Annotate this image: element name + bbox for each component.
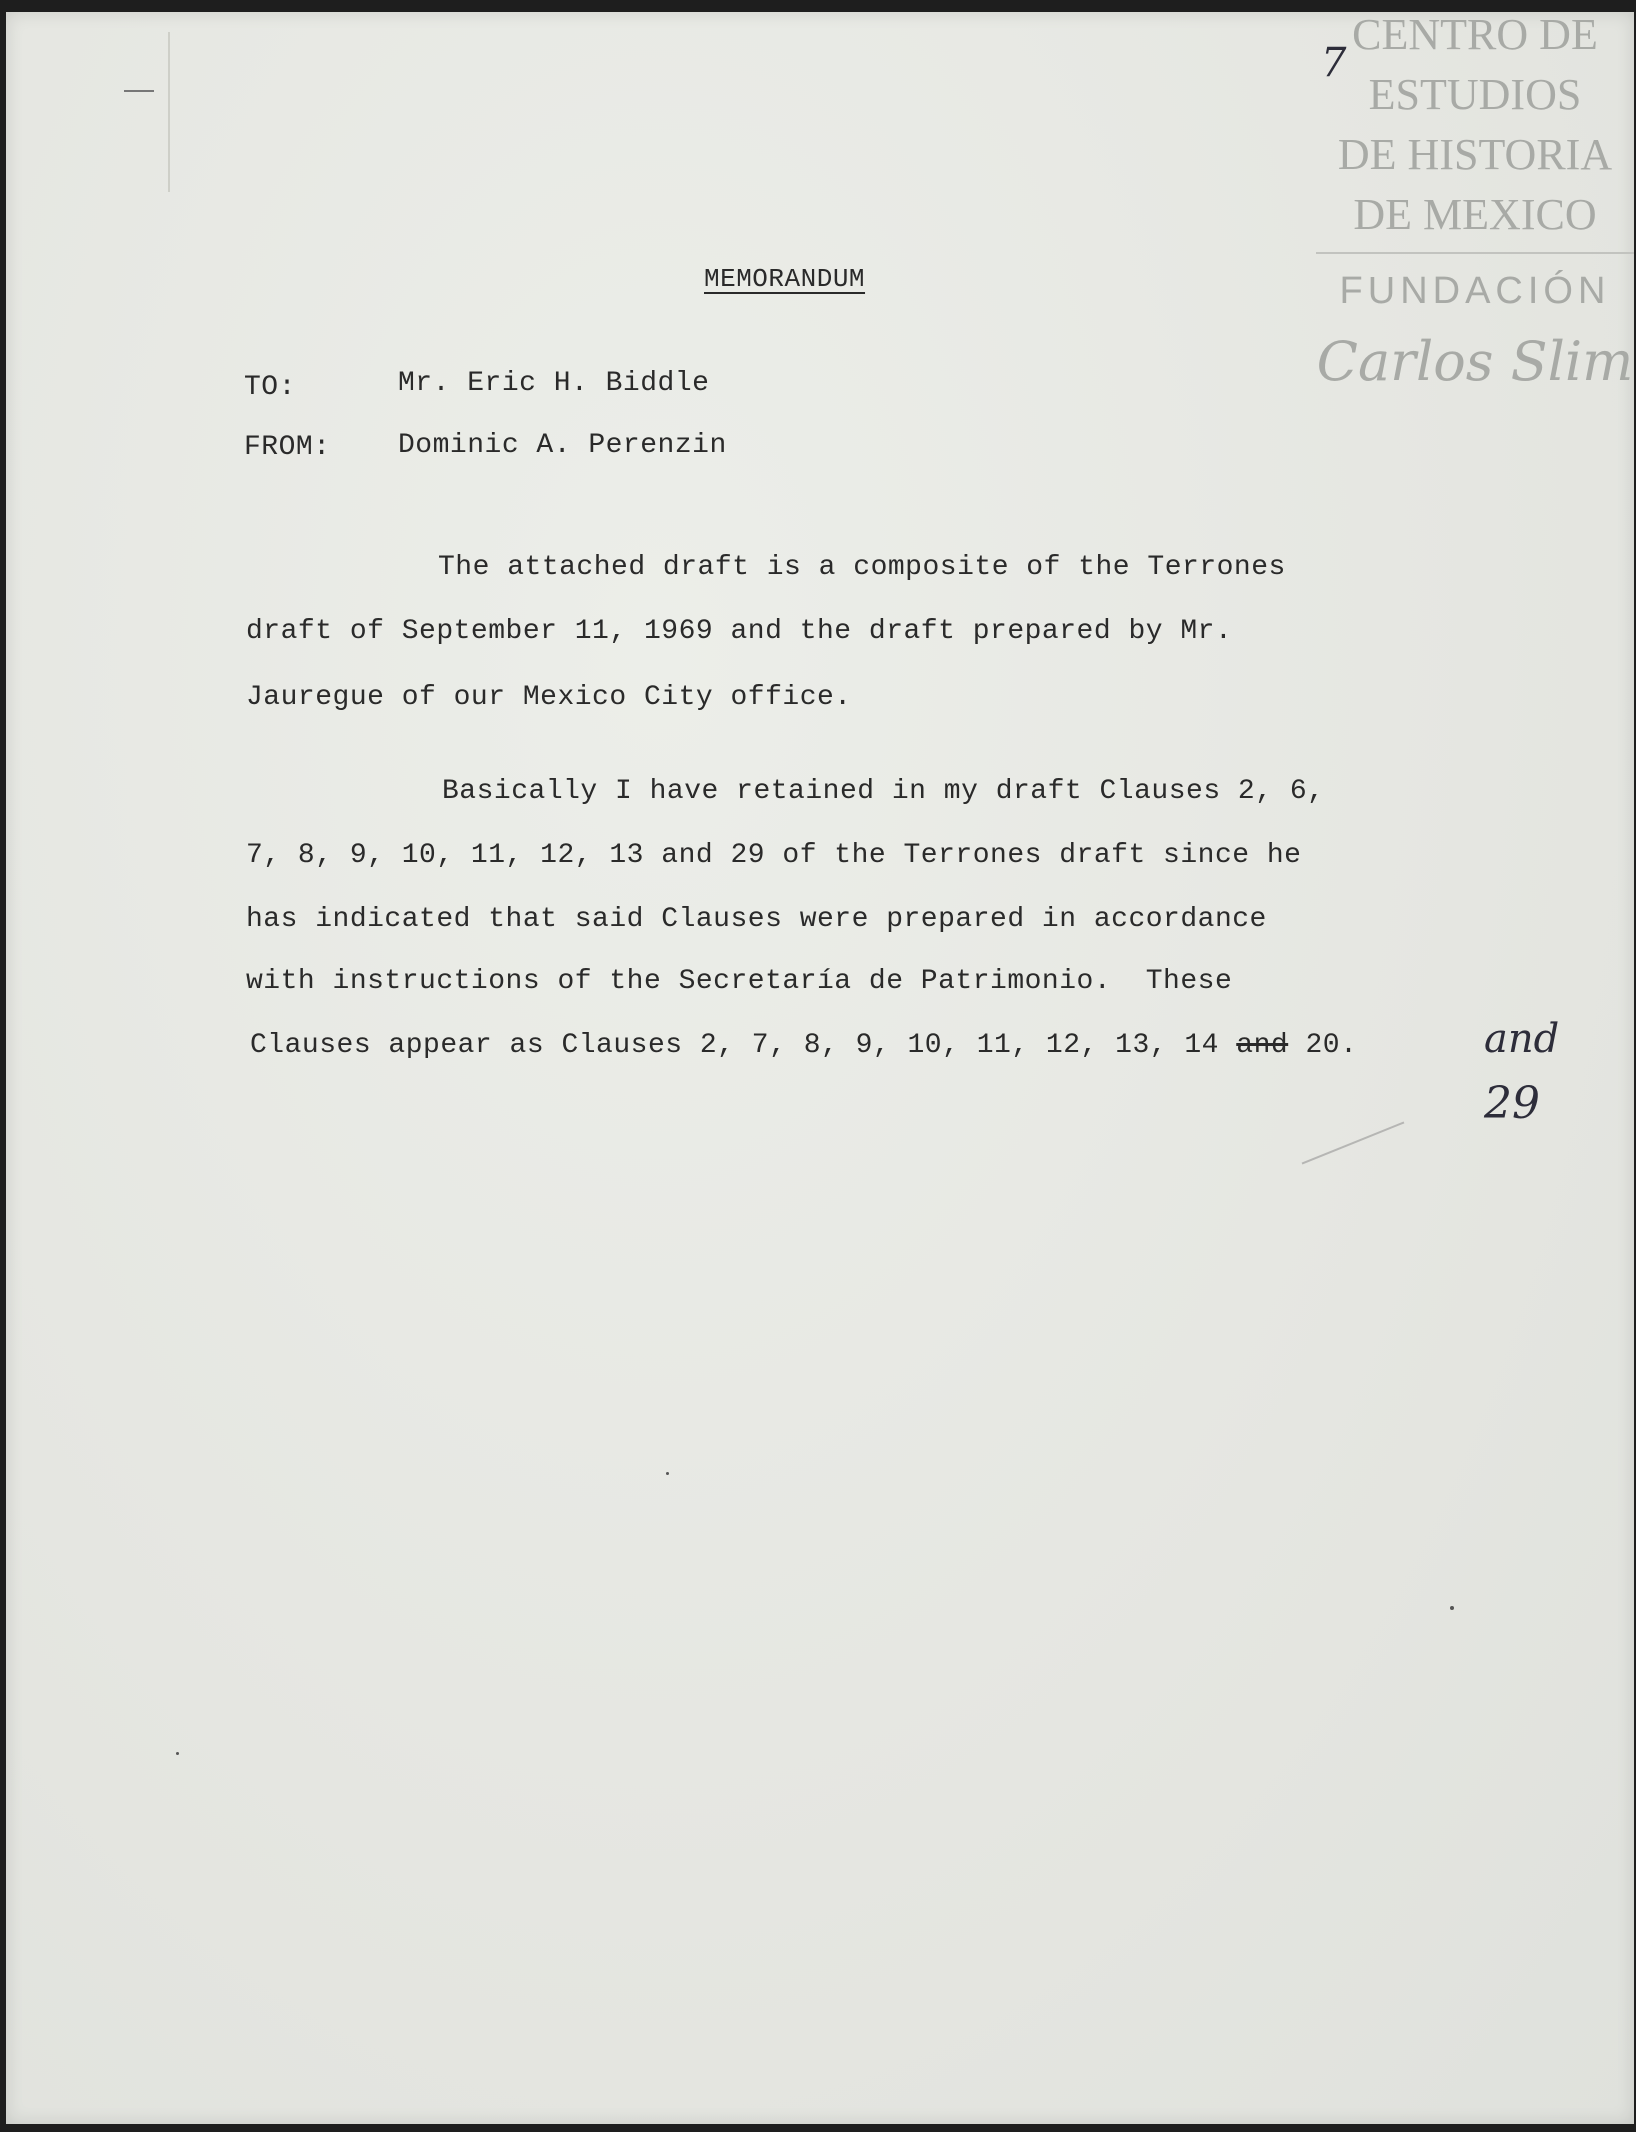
stamp-line-4: DE MEXICO <box>1353 190 1597 239</box>
handwritten-and: and <box>1484 1016 1560 1062</box>
stamp-line-3: DE HISTORIA <box>1337 130 1613 179</box>
paragraph2-line5-suffix: 20. <box>1288 1030 1358 1061</box>
handwritten-29: 29 <box>1484 1078 1540 1129</box>
paragraph2-line5 <box>250 1030 1357 1061</box>
memo-title: MEMORANDUM <box>704 264 866 294</box>
struck-word: and <box>1236 1030 1289 1061</box>
archive-stamp <box>1316 12 1634 412</box>
paragraph1-line1: The attached draft is a composite of the Terrones <box>438 552 1286 583</box>
paragraph1-line3: Jauregue of our Mexico City office. <box>246 682 852 713</box>
stamp-divider <box>1316 252 1634 254</box>
fold-line <box>168 32 170 192</box>
memo-page <box>6 12 1634 2124</box>
stamp-signature: Carlos Slim <box>1316 330 1634 393</box>
speck-2 <box>176 1752 179 1755</box>
speck-3 <box>666 1472 669 1475</box>
paragraph2-line3: has indicated that said Clauses were prepared in accordance <box>246 904 1267 935</box>
to-value: Mr. Eric H. Biddle <box>398 368 710 399</box>
from-label: FROM: <box>244 432 331 463</box>
stamp-line-1: CENTRO DE <box>1352 10 1598 59</box>
stamp-line-5: FUNDACIÓN <box>1339 270 1611 312</box>
paragraph1-line2: draft of September 11, 1969 and the draft prepared by Mr. <box>246 616 1233 647</box>
pen-stroke <box>1302 1121 1405 1164</box>
paragraph2-line1: Basically I have retained in my draft Clauses 2, 6, <box>442 776 1325 807</box>
paragraph2-line2: 7, 8, 9, 10, 11, 12, 13 and 29 of the Terrones draft since he <box>246 840 1302 871</box>
paragraph2-line5-prefix: Clauses appear as Clauses 2, 7, 8, 9, 10, 11, 12, 13, 14 <box>250 1030 1237 1061</box>
handwritten-page-number: 7 <box>1321 40 1347 86</box>
speck-1 <box>1450 1606 1454 1610</box>
to-label: TO: <box>244 372 296 403</box>
paragraph2-line4: with instructions of the Secretaría de Patrimonio. These <box>246 966 1233 997</box>
from-value: Dominic A. Perenzin <box>398 430 727 461</box>
staple-mark <box>124 90 154 92</box>
stamp-line-2: ESTUDIOS <box>1368 70 1582 119</box>
